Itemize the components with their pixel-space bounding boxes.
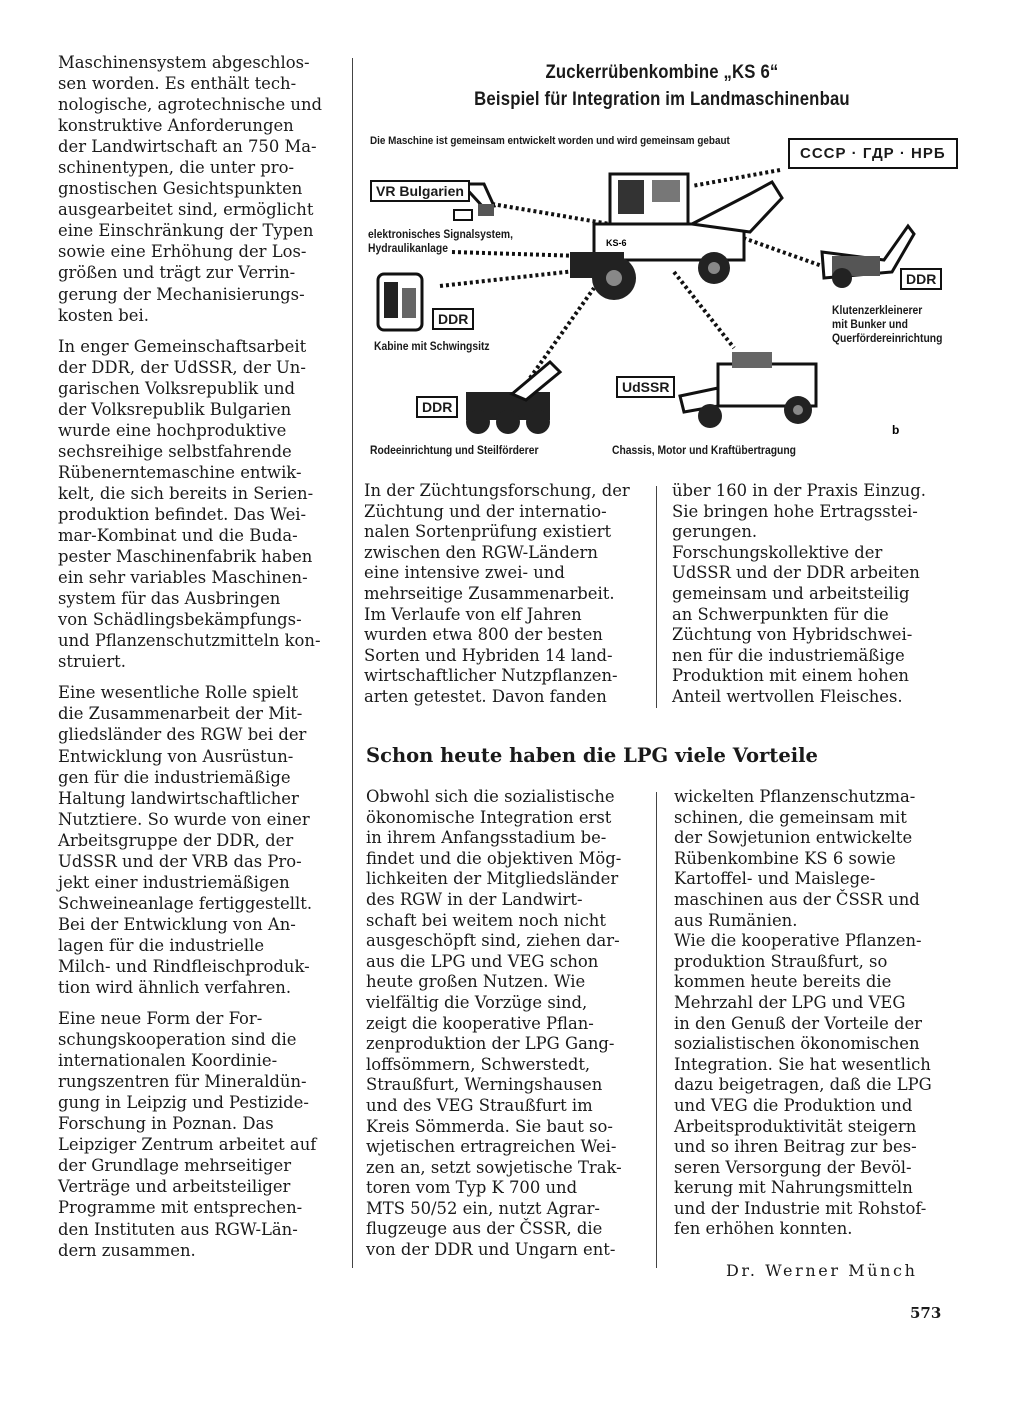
text-line: schaft bei weitem noch nicht bbox=[366, 910, 606, 930]
lifting-device-drawing bbox=[466, 362, 560, 434]
text-line: Sie bringen hohe Ertragsstei- bbox=[672, 501, 918, 521]
author-signature: Dr. Werner Münch bbox=[726, 1261, 918, 1280]
text-line: lichkeiten der Mitgliedsländer bbox=[366, 869, 619, 889]
text-line: von der DDR und Ungarn ent- bbox=[366, 1240, 616, 1260]
text-line: maschinen aus der ČSSR und bbox=[674, 889, 920, 909]
text-line: nen für die industriemäßige bbox=[672, 645, 905, 665]
text-line: schinen, die gemeinsam mit bbox=[674, 807, 907, 827]
text-line: konstruktive Anforderungen bbox=[58, 116, 294, 136]
text-line: Kreis Sömmerda. Sie baut so- bbox=[366, 1116, 613, 1136]
text-line: Eine neue Form der For- bbox=[58, 1009, 263, 1029]
text-line: ökonomische Integration erst bbox=[366, 807, 612, 827]
text-line: den Instituten aus RGW-Län- bbox=[58, 1219, 298, 1239]
cabin-drawing bbox=[378, 274, 422, 330]
chassis-drawing bbox=[680, 352, 816, 428]
text-line: zeigt die kooperative Pflan- bbox=[366, 1013, 594, 1033]
text-line: fen erhöhen konnten. bbox=[674, 1219, 853, 1239]
text-line: der DDR, der UdSSR, der Un- bbox=[58, 357, 306, 377]
text-line: jekt einer industriemäßigen bbox=[58, 872, 290, 892]
text-line: Eine wesentliche Rolle spielt bbox=[58, 683, 299, 703]
middle-b-paragraph-2 bbox=[672, 543, 950, 708]
middle-column-b bbox=[672, 481, 950, 708]
section-heading: Schon heute haben die LPG viele Vorteile bbox=[366, 744, 818, 767]
figure-title-line-1: Zuckerrübenkombine „KS 6“ bbox=[545, 62, 779, 83]
text-line: mar-Kombinat und die Buda- bbox=[58, 526, 298, 546]
middle-b-paragraph-1 bbox=[672, 481, 950, 543]
text-line: gliedsländer des RGW bei der bbox=[58, 725, 307, 745]
left-column bbox=[58, 52, 334, 1271]
text-line: Maschinensystem abgeschlos- bbox=[58, 53, 310, 72]
section-b-paragraph-2 bbox=[674, 931, 950, 1240]
text-line: loffsömmern, Schwerstedt, bbox=[366, 1054, 591, 1074]
text-line: internationalen Koordinie- bbox=[58, 1051, 278, 1071]
text-line: wjetischen ertragreichen Wei- bbox=[366, 1137, 617, 1157]
text-line: Programme mit entsprechen- bbox=[58, 1198, 303, 1218]
text-line: Züchtung von Hybridschwei- bbox=[672, 625, 913, 645]
text-line: MTS 50/52 ein, nutzt Agrar- bbox=[366, 1198, 600, 1218]
text-line: zen an, setzt sowjetische Trak- bbox=[366, 1157, 622, 1177]
connector-bulgaria bbox=[492, 204, 610, 224]
left-paragraph-3 bbox=[58, 682, 334, 998]
text-line: Haltung landwirtschaftlicher bbox=[58, 788, 299, 808]
text-line: rungszentren für Mineraldün- bbox=[58, 1072, 307, 1092]
text-line: an Schwerpunkten für die bbox=[672, 604, 889, 624]
text-line: Rübenerntemaschine entwik- bbox=[58, 462, 302, 482]
text-line: Integration. Sie hat wesentlich bbox=[674, 1054, 931, 1074]
text-line: Forschungskollektive der bbox=[672, 542, 883, 562]
text-line: Obwohl sich die sozialistische bbox=[366, 787, 615, 806]
column-divider bbox=[352, 58, 353, 1268]
text-line: gemeinsam und arbeitsteilig bbox=[672, 583, 910, 603]
text-line: schungskooperation sind die bbox=[58, 1030, 297, 1050]
text-line: tion wird ähnlich verfahren. bbox=[58, 978, 292, 998]
left-paragraph-4 bbox=[58, 1008, 334, 1261]
section-column-b bbox=[674, 787, 950, 1240]
section-b-paragraph-1 bbox=[674, 787, 950, 931]
machine-label: KS-6 bbox=[606, 238, 627, 248]
section-column-a bbox=[366, 787, 642, 1261]
text-line: lagen für die industrielle bbox=[58, 935, 265, 955]
text-line: über 160 in der Praxis Einzug. bbox=[672, 481, 926, 500]
text-line: sechsreihige selbstfahrende bbox=[58, 441, 292, 461]
text-line: dazu beigetragen, daß die LPG bbox=[674, 1075, 932, 1095]
left-paragraph-1 bbox=[58, 52, 334, 326]
text-line: in ihrem Anfangsstadium be- bbox=[366, 828, 607, 848]
caption-hydraulics: Hydraulikanlage bbox=[368, 243, 448, 255]
text-line: findet und die objektiven Mög- bbox=[366, 848, 622, 868]
tag-ddr-lift: DDR bbox=[416, 396, 458, 418]
middle-column-a bbox=[364, 481, 642, 708]
text-line: und Pflanzenschutzmitteln kon- bbox=[58, 631, 321, 651]
text-line: wurde eine hochproduktive bbox=[58, 420, 287, 440]
text-line: Produktion mit einem hohen bbox=[672, 666, 909, 686]
left-paragraph-2 bbox=[58, 336, 334, 673]
text-line: vielfältig die Vorzüge sind, bbox=[366, 992, 588, 1012]
text-line: der Volksrepublik Bulgarien bbox=[58, 399, 292, 419]
connector-cabin bbox=[440, 270, 584, 286]
text-line: nalen Sortenprüfung existiert bbox=[364, 522, 612, 542]
text-line: Sorten und Hybriden 14 land- bbox=[364, 645, 613, 665]
text-line: Wie die kooperative Pflanzen- bbox=[674, 931, 922, 951]
connector-chassis bbox=[674, 272, 734, 348]
text-line: und so ihren Beitrag zur bes- bbox=[674, 1137, 917, 1157]
text-line: dern zusammen. bbox=[58, 1240, 196, 1260]
text-line: ausgearbeitet sind, ermöglicht bbox=[58, 200, 314, 220]
harvester-drawing bbox=[570, 174, 782, 300]
page-number: 573 bbox=[910, 1304, 942, 1322]
figure-title-line-2: Beispiel für Integration im Landmaschinenbau bbox=[474, 89, 850, 110]
text-line: produktion befindet. Das Wei- bbox=[58, 504, 307, 524]
text-line: kelt, die sich bereits in Serien- bbox=[58, 483, 314, 503]
text-line: zenproduktion der LPG Gang- bbox=[366, 1034, 615, 1054]
countries-tag: СССР · ГДР · НРБ bbox=[788, 138, 958, 169]
text-line: Forschung in Poznan. Das bbox=[58, 1114, 274, 1134]
text-line: nologische, agrotechnische und bbox=[58, 95, 322, 115]
text-line: größen und trägt zur Verrin- bbox=[58, 263, 296, 283]
text-line: sen worden. Es enthält tech- bbox=[58, 74, 297, 94]
text-line: system für das Ausbringen bbox=[58, 589, 281, 609]
text-line: sozialistischen ökonomischen bbox=[674, 1034, 920, 1054]
text-line: sowie eine Erhöhung der Los- bbox=[58, 242, 307, 262]
text-line: Straußfurt, Werningshausen bbox=[366, 1075, 603, 1095]
text-line: eine intensive zwei- und bbox=[364, 563, 565, 583]
text-line: wirtschaftlicher Nutzpflanzen- bbox=[364, 666, 618, 686]
text-line: heute großen Nutzen. Wie bbox=[366, 972, 586, 992]
text-line: struiert. bbox=[58, 652, 126, 672]
text-line: garischen Volksrepublik und bbox=[58, 378, 296, 398]
text-line: UdSSR und der DDR arbeiten bbox=[672, 563, 920, 583]
text-line: aus die LPG und VEG schon bbox=[366, 951, 599, 971]
text-line: Kartoffel- und Maislege- bbox=[674, 869, 876, 889]
text-line: wickelten Pflanzenschutzma- bbox=[674, 787, 916, 806]
text-line: der Sowjetunion entwickelte bbox=[674, 828, 913, 848]
text-line: ein sehr variables Maschinen- bbox=[58, 568, 308, 588]
text-line: und der Industrie mit Rohstof- bbox=[674, 1198, 927, 1218]
text-line: Entwicklung von Ausrüstun- bbox=[58, 746, 294, 766]
middle-column-divider bbox=[656, 486, 657, 708]
text-line: mehrseitige Zusammenarbeit. bbox=[364, 583, 615, 603]
text-line: Anteil wertvollen Fleisches. bbox=[672, 686, 903, 706]
text-line: pester Maschinenfabrik haben bbox=[58, 547, 313, 567]
caption-lift: Rodeeinrichtung und Steilförderer bbox=[370, 445, 539, 457]
tag-udssr: UdSSR bbox=[616, 376, 675, 398]
text-line: arten getestet. Davon fanden bbox=[364, 686, 607, 706]
text-line: kosten bei. bbox=[58, 305, 149, 325]
text-line: und VEG die Produktion und bbox=[674, 1095, 913, 1115]
text-line: In der Züchtungsforschung, der bbox=[364, 481, 630, 500]
text-line: Nutztiere. So wurde von einer bbox=[58, 809, 310, 829]
caption-clod-3: Querfördereinrichtung bbox=[832, 333, 943, 345]
text-line: Züchtung und der internatio- bbox=[364, 501, 607, 521]
text-line: gnostischen Gesichtspunkten bbox=[58, 179, 303, 199]
text-line: eine Einschränkung der Typen bbox=[58, 221, 314, 241]
caption-cabin: Kabine mit Schwingsitz bbox=[374, 341, 490, 353]
text-line: und des VEG Straußfurt im bbox=[366, 1095, 593, 1115]
text-line: von Schädlingsbekämpfungs- bbox=[58, 610, 302, 630]
text-line: flugzeuge aus der ČSSR, die bbox=[366, 1219, 603, 1239]
text-line: UdSSR und der VRB das Pro- bbox=[58, 851, 302, 871]
text-line: Im Verlaufe von elf Jahren bbox=[364, 604, 582, 624]
text-line: gen für die industriemäßige bbox=[58, 767, 291, 787]
text-line: der Grundlage mehrseitiger bbox=[58, 1156, 292, 1176]
text-line: kommen heute bereits die bbox=[674, 972, 892, 992]
text-line: In enger Gemeinschaftsarbeit bbox=[58, 336, 307, 356]
text-line: wurden etwa 800 der besten bbox=[364, 625, 603, 645]
caption-signal-system: elektronisches Signalsystem, bbox=[368, 229, 513, 241]
tag-vr-bulgarien: VR Bulgarien bbox=[370, 180, 470, 202]
text-line: Bei der Entwicklung von An- bbox=[58, 914, 296, 934]
text-line: Schweineanlage fertiggestellt. bbox=[58, 893, 313, 913]
caption-chassis: Chassis, Motor und Kraftübertragung bbox=[612, 445, 797, 457]
text-line: aus Rumänien. bbox=[674, 910, 798, 930]
text-line: die Zusammenarbeit der Mit- bbox=[58, 704, 303, 724]
text-line: schinentypen, die unter pro- bbox=[58, 158, 295, 178]
caption-clod-1: Klutenzerkleinerer bbox=[832, 305, 923, 317]
connector-lift bbox=[530, 288, 594, 378]
text-line: der Landwirtschaft an 750 Ma- bbox=[58, 137, 317, 157]
text-line: Rübenkombine KS 6 sowie bbox=[674, 848, 896, 868]
text-line: des RGW in der Landwirt- bbox=[366, 889, 583, 909]
section-column-divider bbox=[656, 792, 657, 1268]
text-line: gerungen. bbox=[672, 522, 758, 542]
text-line: Milch- und Rindfleischproduk- bbox=[58, 956, 310, 976]
corner-mark: b bbox=[892, 423, 900, 437]
text-line: ausgeschöpft sind, ziehen dar- bbox=[366, 931, 620, 951]
text-line: zwischen den RGW-Ländern bbox=[364, 542, 598, 562]
text-line: in den Genuß der Vorteile der bbox=[674, 1013, 923, 1033]
text-line: produktion Straußfurt, so bbox=[674, 951, 888, 971]
figure-subtitle: Die Maschine ist gemeinsam entwickelt worden und wird gemeinsam gebaut bbox=[370, 135, 730, 147]
text-line: gerung der Mechanisierungs- bbox=[58, 284, 305, 304]
text-line: seren Versorgung der Bevöl- bbox=[674, 1157, 912, 1177]
text-line: Mehrzahl der LPG und VEG bbox=[674, 992, 906, 1012]
connector-electronics bbox=[452, 252, 582, 256]
text-line: Leipziger Zentrum arbeitet auf bbox=[58, 1135, 317, 1155]
text-line: Arbeitsproduktivität steigern bbox=[674, 1116, 917, 1136]
tag-ddr-cabin: DDR bbox=[432, 308, 474, 330]
tag-ddr-clod-crusher: DDR bbox=[900, 268, 942, 290]
text-line: gung in Leipzig und Pestizide- bbox=[58, 1093, 309, 1113]
text-line: kerung mit Nahrungsmitteln bbox=[674, 1178, 913, 1198]
ks6-figure bbox=[362, 56, 962, 464]
text-line: Verträge und arbeitsteiliger bbox=[58, 1177, 291, 1197]
caption-clod-2: mit Bunker und bbox=[832, 319, 908, 331]
text-line: Arbeitsgruppe der DDR, der bbox=[58, 830, 294, 850]
text-line: toren vom Typ K 700 und bbox=[366, 1178, 578, 1198]
